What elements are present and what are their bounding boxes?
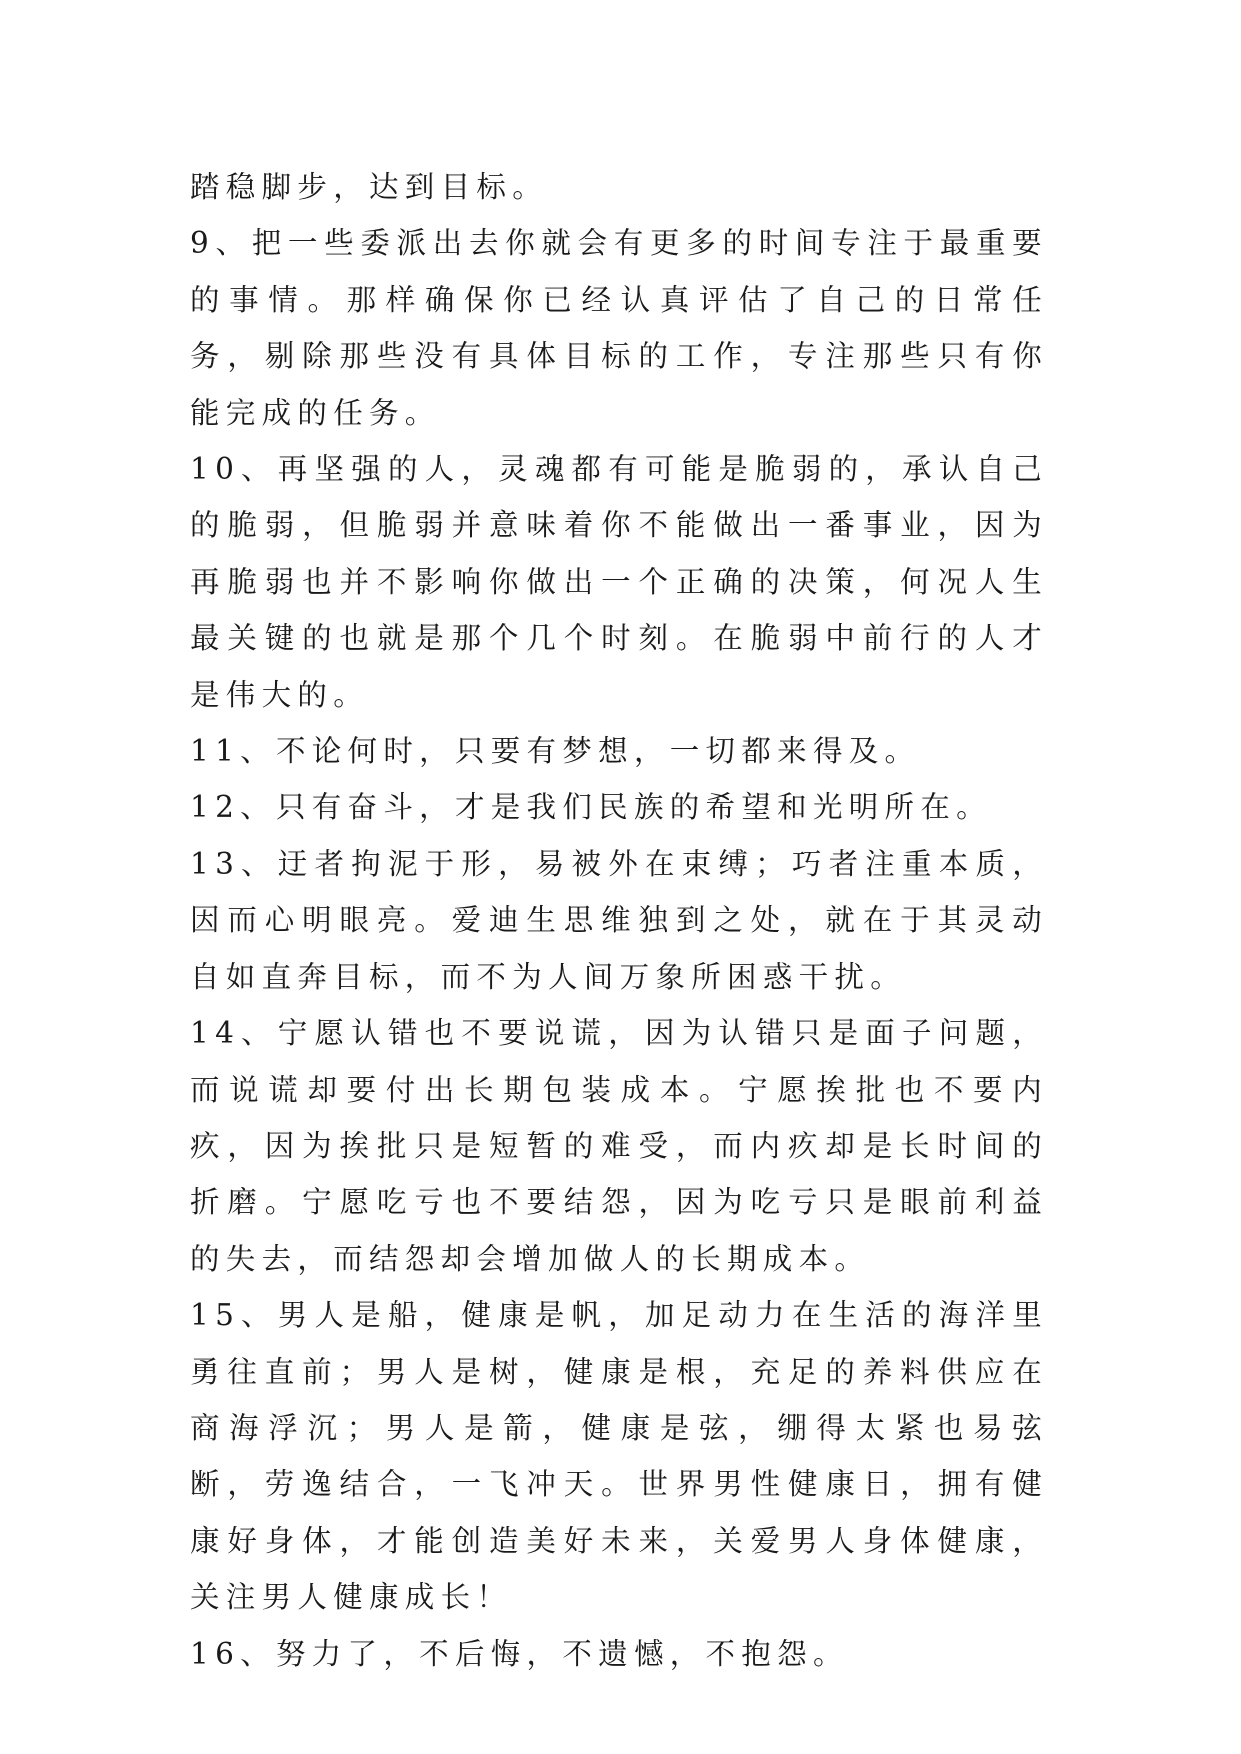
paragraph-item-10: 10、再坚强的人，灵魂都有可能是脆弱的，承认自己的脆弱，但脆弱并意味着你不能做出一番事业，因为再脆弱也并不影响你做出一个正确的决策，何况人生最关键的也就是那个几个时刻。在脆弱中前行的人才是伟大的。 bbox=[190, 452, 1048, 712]
paragraph-item-11: 11、不论何时，只要有梦想，一切都来得及。 bbox=[190, 734, 921, 769]
paragraph-item-13: 13、迂者拘泥于形，易被外在束缚；巧者注重本质，因而心明眼亮。爱迪生思维独到之处，就在于其灵动自如直奔目标，而不为人间万象所困惑干扰。 bbox=[190, 846, 1048, 994]
paragraph-item-16: 16、努力了，不后悔，不遗憾，不抱怨。 bbox=[190, 1636, 849, 1671]
paragraph-item-9: 9、把一些委派出去你就会有更多的时间专注于最重要的事情。那样确保你已经认真评估了自己的日常任务，剔除那些没有具体目标的工作，专注那些只有你能完成的任务。 bbox=[190, 226, 1048, 430]
document-body bbox=[190, 159, 1048, 1682]
paragraph-item-15: 15、男人是船，健康是帆，加足动力在生活的海洋里勇往直前；男人是树，健康是根，充足的养料供应在商海浮沉；男人是箭，健康是弦，绷得太紧也易弦断，劳逸结合，一飞冲天。世界男性健康日，拥有健康好身体，才能创造美好未来，关爱男人身体健康，关注男人健康成长！ bbox=[190, 1298, 1048, 1615]
paragraph-item-14: 14、宁愿认错也不要说谎，因为认错只是面子问题，而说谎却要付出长期包装成本。宁愿挨批也不要内疚，因为挨批只是短暂的难受，而内疚却是长时间的折磨。宁愿吃亏也不要结怨，因为吃亏只是眼前利益的失去，而结怨却会增加做人的长期成本。 bbox=[190, 1016, 1048, 1276]
paragraph-continuation: 踏稳脚步，达到目标。 bbox=[190, 170, 549, 204]
paragraph-item-12: 12、只有奋斗，才是我们民族的希望和光明所在。 bbox=[190, 790, 992, 825]
